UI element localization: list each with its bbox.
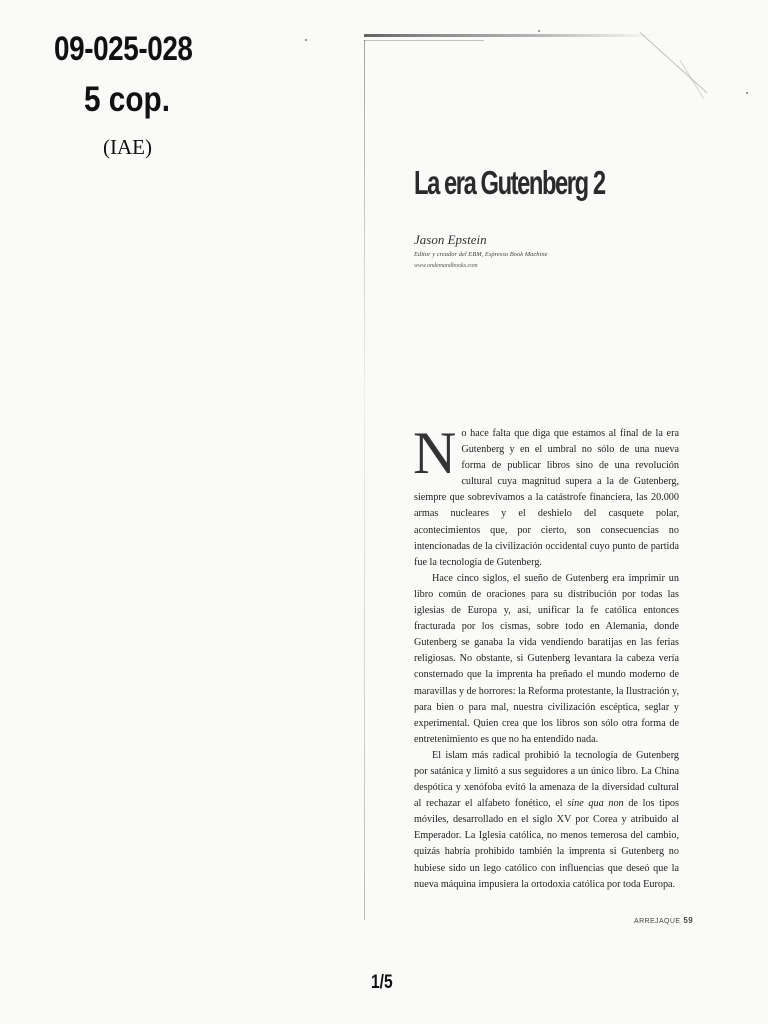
institution-label: (IAE) <box>103 135 152 159</box>
author-name: Jason Epstein <box>414 232 487 247</box>
article-title: La era Gutenberg 2 <box>414 164 605 201</box>
author-role: Editor y creador del EBM, Espresso Book Machine <box>414 251 548 258</box>
journal-name: ARREJAQUE <box>634 918 681 925</box>
scan-speck <box>538 30 540 32</box>
page-indicator: 1/5 <box>371 972 393 993</box>
copies-count: 5 cop. <box>84 80 170 119</box>
scan-speck <box>305 39 307 41</box>
article-paragraph <box>414 748 679 893</box>
paragraph-text: de los tipos móviles, desarrollado en el siglo XV por Corea y atribuido al Emperador. La Iglesia católica, no menos temerosa del cambio, quizás habría prohibido también la imprenta si Gutenberg no hubiese sido un lego católico con influencias que deseó que la nueva máquina impusiera la ortodoxia católica por toda Europa. <box>414 798 679 890</box>
drop-cap: N <box>413 420 457 486</box>
scan-edge-top <box>364 34 654 37</box>
article-paragraph: Hace cinco siglos, el sueño de Gutenberg era imprimir un libro común de oraciones para su distribución por todas las iglesias de Europa y, así, unificar la fe católica entonces fracturada por los cismas, sobre todo en Alemania, donde Gutenberg se ganaba la vida vendiendo baratijas en las ferias religiosas. No obstante, si Gutenberg levantara la cabeza vería consternado que la imprenta ha preñado el mundo moderno de maravillas y de horrores: la Reforma protestante, la Ilustración y, para bien o para mal, nuestra civilización escéptica, seglar y experimental. Quien crea que los libros son sólo otra forma de entretenimiento es que no ha entendido nada. <box>414 572 679 745</box>
journal-page-number: 59 <box>683 916 694 925</box>
scan-fold-line-secondary <box>680 60 705 99</box>
article-body <box>413 420 679 893</box>
author-website: www.ondemandbooks.com <box>414 263 478 269</box>
latin-phrase: sine qua non <box>567 798 624 810</box>
scan-edge-left <box>364 40 365 920</box>
paragraph-text: o hace falta que diga que estamos al final de la era Gutenberg y en el umbral no sólo de una nueva forma de publicar libros sino de una revolución cultural cuya magnitud supera a la de Gutenberg, siempre que sobrevivamos a la catástrofe financiera, las 20.000 armas nucleares y el deshielo del casquete polar, acontecimientos que, por cierto, son consecuencias no intencionadas de la civilización occidental cuyo punto de partida fue la tecnología de Gutenberg. <box>414 428 679 568</box>
journal-footer <box>634 916 693 925</box>
scan-edge-top-secondary <box>364 40 484 41</box>
scan-speck <box>746 92 748 94</box>
article-paragraph <box>413 420 679 571</box>
catalog-code: 09-025-028 <box>54 30 193 68</box>
scan-fold-line <box>640 32 708 93</box>
paragraph-text: El islam más radical prohibió la tecnología de Gutenberg por satánica y limitó a sus seguidores a un único libro. La China despótica y xenófoba evitó la amenaza de la diversidad cultural al rechazar el alfabeto fonético, el <box>414 749 679 810</box>
